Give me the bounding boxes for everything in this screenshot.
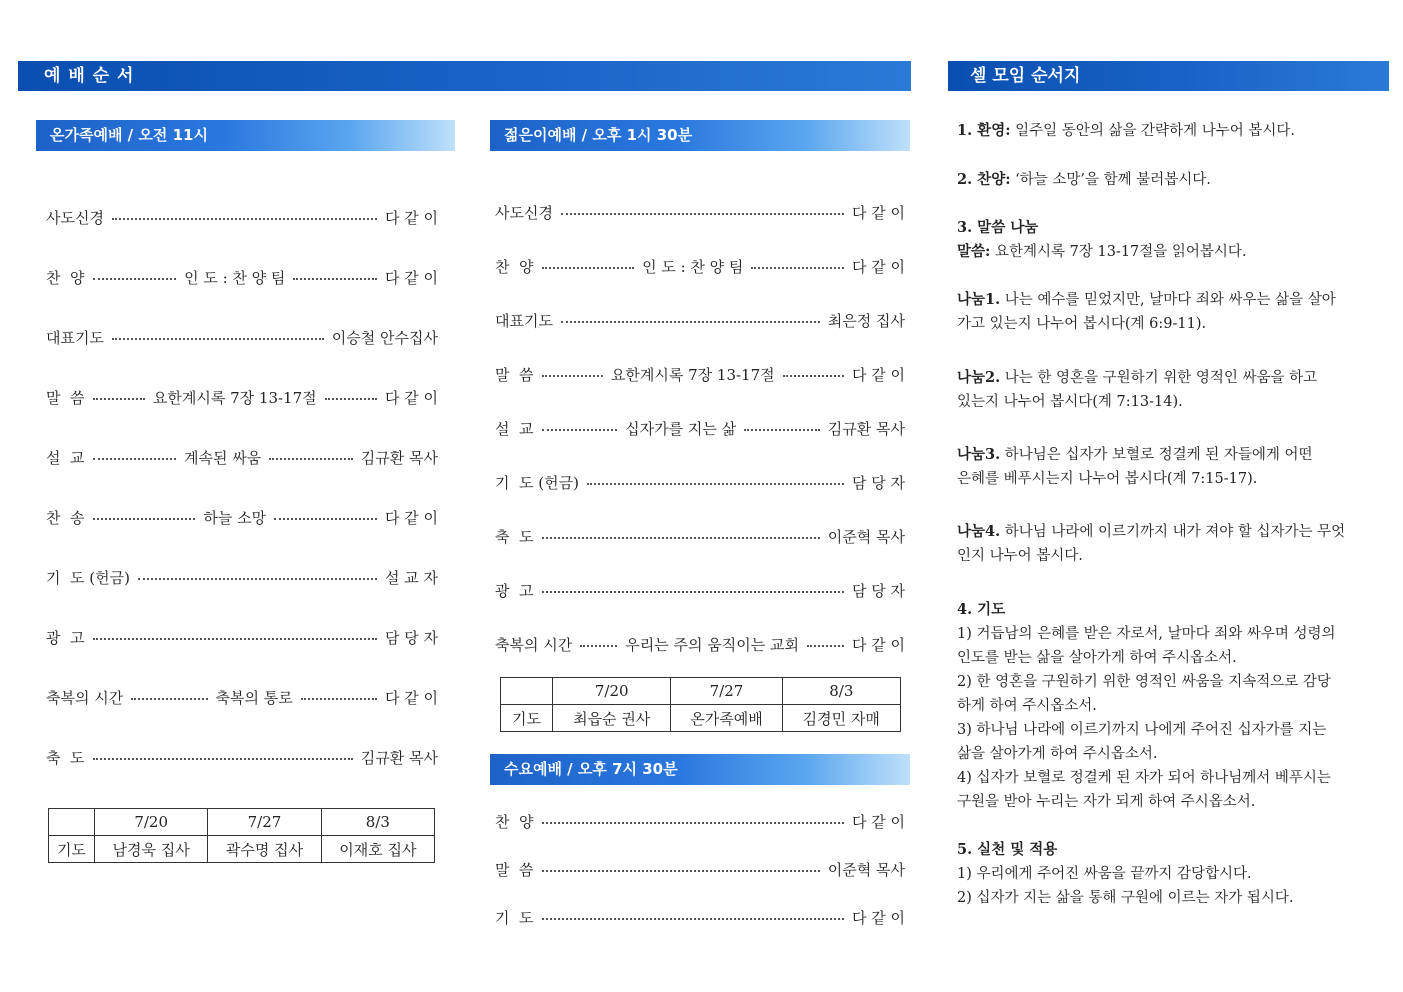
prayer-line: 하게 하여 주시옵소서. [957, 698, 1097, 714]
order-item [46, 206, 438, 228]
order-item-person: 담 당 자 [851, 581, 905, 600]
youth-service-header [490, 120, 910, 151]
word-heading: 말씀: [957, 243, 991, 260]
dot-leader [744, 429, 820, 431]
order-item-person: 김규환 목사 [360, 448, 438, 467]
cell-step-prayer [957, 598, 1336, 814]
order-item [46, 446, 438, 468]
table-date: 7/27 [208, 809, 321, 836]
order-item-detail: 하늘 소망 [203, 508, 267, 527]
dot-leader [293, 278, 377, 280]
table-date: 7/20 [95, 809, 208, 836]
order-item-detail: 계속된 싸움 [184, 448, 262, 467]
order-item-person: 다 같 이 [385, 688, 439, 707]
dot-leader [542, 822, 844, 824]
order-item [46, 386, 438, 408]
order-item-person: 담 당 자 [384, 628, 438, 647]
table-row-label: 기도 [501, 705, 553, 732]
order-item [46, 506, 438, 528]
order-item-person: 다 같 이 [851, 203, 905, 222]
wednesday-service-header [490, 754, 910, 785]
dot-leader [542, 870, 820, 872]
order-item [495, 579, 905, 601]
order-item [495, 363, 905, 385]
prayer-line: 1) 거듭남의 은혜를 받은 자로서, 날마다 죄와 싸우며 성령의 [957, 626, 1336, 642]
order-item [495, 201, 905, 223]
order-item-label: 축복의 시간 [495, 635, 573, 654]
order-item-person: 이준혁 목사 [827, 860, 905, 879]
order-item-label: 말 씀 [495, 365, 534, 384]
order-item [495, 906, 905, 928]
order-item-label: 설 교 [495, 419, 534, 438]
order-item [495, 417, 905, 439]
sharing-heading: 나눔4. [957, 523, 1001, 540]
dot-leader [112, 338, 324, 340]
table-date: 8/3 [782, 678, 900, 705]
dot-leader [542, 375, 603, 377]
step-heading: 3. 말씀 나눔 [957, 219, 1039, 236]
order-item-label: 광 고 [46, 628, 85, 647]
dot-leader [112, 218, 377, 220]
order-item-person: 다 같 이 [851, 365, 905, 384]
order-item-detail: 우리는 주의 움직이는 교회 [625, 635, 799, 654]
step-text: ‘하늘 소망’을 함께 불러봅시다. [1010, 172, 1211, 188]
order-item-detail: 십자가를 지는 삶 [625, 419, 737, 438]
order-item-person: 최은정 집사 [827, 311, 905, 330]
order-item-label: 축 도 [495, 527, 534, 546]
cell-sharing-3 [957, 443, 1313, 491]
table-name: 김경민 자매 [782, 705, 900, 732]
step-heading: 1. 환영: [957, 122, 1011, 139]
sharing-heading: 나눔2. [957, 369, 1001, 386]
table-date: 7/20 [553, 678, 671, 705]
dot-leader [325, 398, 377, 400]
order-item [495, 858, 905, 880]
order-item-person: 설 교 자 [384, 568, 438, 587]
practice-line: 1) 우리에게 주어진 싸움을 끝까지 감당합시다. [957, 866, 1252, 882]
prayer-line: 인도를 받는 삶을 살아가게 하여 주시옵소서. [957, 650, 1237, 666]
youth-prayer-table [500, 677, 901, 732]
order-item-label: 대표기도 [46, 328, 104, 347]
order-item-person: 이승철 안수집사 [331, 328, 438, 347]
dot-leader [542, 267, 635, 269]
dot-leader [93, 638, 377, 640]
sharing-text: 인지 나누어 봅시다. [957, 548, 1083, 564]
order-item-detail: 요한계시록 7장 13-17절 [610, 365, 775, 384]
dot-leader [93, 518, 196, 520]
sharing-text: 은혜를 베푸시는지 나누어 봅시다(계 7:15-17). [957, 471, 1258, 487]
worship-order-title: 예 배 순 서 [44, 66, 135, 86]
worship-order-header [18, 61, 911, 91]
dot-leader [561, 213, 844, 215]
prayer-line: 삶을 살아가게 하여 주시옵소서. [957, 746, 1158, 762]
word-text: 요한계시록 7장 13-17절을 읽어봅시다. [990, 244, 1247, 260]
step-heading: 2. 찬양: [957, 171, 1011, 188]
order-item-person: 다 같 이 [384, 388, 438, 407]
cell-meeting-header [948, 61, 1389, 91]
table-name: 온가족예배 [671, 705, 782, 732]
order-item-label: 기 도 [495, 908, 534, 927]
order-item [46, 266, 438, 288]
sharing-text: 하나님 나라에 이르기까지 내가 져야 할 십자가는 무엇 [1000, 524, 1346, 540]
table-name: 최읍순 권사 [553, 705, 671, 732]
order-item-label: 사도신경 [46, 208, 104, 227]
dot-leader [580, 645, 617, 647]
dot-leader [274, 518, 377, 520]
table-corner [501, 678, 553, 705]
prayer-line: 3) 하나님 나라에 이르기까지 나에게 주어진 십자가를 지는 [957, 722, 1327, 738]
cell-sharing-1 [957, 288, 1336, 336]
table-row-label: 기도 [49, 836, 95, 863]
order-item-label: 축복의 시간 [46, 688, 124, 707]
order-item-person: 다 같 이 [384, 508, 438, 527]
sharing-heading: 나눔1. [957, 291, 1001, 308]
dot-leader [93, 758, 353, 760]
sharing-text: 있는지 나누어 봅시다(계 7:13-14). [957, 394, 1183, 410]
dot-leader [807, 645, 844, 647]
sharing-text: 나는 한 영혼을 구원하기 위한 영적인 싸움을 하고 [1000, 370, 1318, 386]
order-item-person: 담 당 자 [851, 473, 905, 492]
dot-leader [93, 278, 177, 280]
order-item-detail: 축복의 통로 [215, 688, 293, 707]
order-item [46, 626, 438, 648]
order-item-label: 기 도 (헌금) [46, 568, 130, 587]
cell-step-practice [957, 838, 1294, 910]
sharing-text: 가고 있는지 나누어 봅시다(계 6:9-11). [957, 316, 1207, 332]
table-name: 이재호 집사 [321, 836, 434, 863]
dot-leader [561, 321, 820, 323]
youth-service-title: 젊은이예배 / 오후 1시 30분 [504, 126, 693, 144]
dot-leader [542, 591, 844, 593]
dot-leader [783, 375, 844, 377]
order-item [495, 633, 905, 655]
dot-leader [542, 537, 820, 539]
dot-leader [587, 483, 844, 485]
order-item [495, 525, 905, 547]
order-item-person: 다 같 이 [384, 268, 438, 287]
order-item-label: 찬 송 [46, 508, 85, 527]
cell-sharing-4 [957, 520, 1345, 568]
dot-leader [751, 267, 844, 269]
table-date: 7/27 [671, 678, 782, 705]
order-item-person: 김규환 목사 [827, 419, 905, 438]
order-item-label: 말 씀 [46, 388, 85, 407]
cell-step-word-sharing [957, 216, 1247, 264]
order-item [46, 686, 438, 708]
order-item-detail: 요한계시록 7장 13-17절 [152, 388, 317, 407]
table-name: 곽수명 집사 [208, 836, 321, 863]
order-item-label: 설 교 [46, 448, 85, 467]
order-item-person: 이준혁 목사 [827, 527, 905, 546]
dot-leader [269, 458, 353, 460]
dot-leader [301, 698, 377, 700]
dot-leader [542, 918, 844, 920]
sharing-text: 나는 예수를 믿었지만, 날마다 죄와 싸우는 삶을 살아 [1000, 292, 1336, 308]
order-item-label: 기 도 (헌금) [495, 473, 579, 492]
order-item-person: 다 같 이 [851, 257, 905, 276]
order-item-label: 광 고 [495, 581, 534, 600]
cell-sharing-2 [957, 366, 1317, 414]
dot-leader [93, 398, 145, 400]
order-item-person: 다 같 이 [384, 208, 438, 227]
order-item-label: 말 씀 [495, 860, 534, 879]
sunday-prayer-table [48, 808, 435, 863]
prayer-line: 4) 십자가 보혈로 정결케 된 자가 되어 하나님께서 베푸시는 [957, 770, 1331, 786]
order-item-person: 다 같 이 [851, 908, 905, 927]
cell-step-welcome [957, 119, 1295, 143]
table-name: 남경욱 집사 [95, 836, 208, 863]
sharing-heading: 나눔3. [957, 446, 1001, 463]
step-text: 일주일 동안의 삶을 간략하게 나누어 봅시다. [1010, 123, 1295, 139]
order-item [495, 309, 905, 331]
dot-leader [542, 429, 618, 431]
sunday-service-header [36, 120, 455, 151]
order-item-detail: 인 도 : 찬 양 팀 [642, 257, 744, 276]
wednesday-service-title: 수요예배 / 오후 7시 30분 [504, 760, 678, 778]
order-item-label: 찬 양 [495, 812, 534, 831]
prayer-line: 2) 한 영혼을 구원하기 위한 영적인 싸움을 지속적으로 감당 [957, 674, 1331, 690]
order-item-detail: 인 도 : 찬 양 팀 [184, 268, 286, 287]
order-item [46, 326, 438, 348]
dot-leader [93, 458, 177, 460]
table-date: 8/3 [321, 809, 434, 836]
order-item [495, 471, 905, 493]
cell-meeting-title: 셀 모임 순서지 [970, 66, 1081, 86]
order-item-label: 찬 양 [46, 268, 85, 287]
order-item-person: 다 같 이 [851, 812, 905, 831]
step-heading: 4. 기도 [957, 601, 1006, 618]
order-item-label: 찬 양 [495, 257, 534, 276]
table-corner [49, 809, 95, 836]
sunday-service-title: 온가족예배 / 오전 11시 [50, 126, 208, 144]
prayer-line: 구원을 받아 누리는 자가 되게 하여 주시옵소서. [957, 794, 1256, 810]
sharing-text: 하나님은 십자가 보혈로 정결케 된 자들에게 어떤 [1000, 447, 1313, 463]
cell-step-praise [957, 168, 1211, 192]
order-item-label: 대표기도 [495, 311, 553, 330]
order-item [46, 746, 438, 768]
practice-line: 2) 십자가 지는 삶을 통해 구원에 이르는 자가 됩시다. [957, 890, 1294, 906]
dot-leader [138, 578, 377, 580]
order-item [46, 566, 438, 588]
order-item-label: 사도신경 [495, 203, 553, 222]
dot-leader [131, 698, 207, 700]
order-item [495, 255, 905, 277]
order-item-person: 다 같 이 [851, 635, 905, 654]
step-heading: 5. 실천 및 적용 [957, 841, 1058, 858]
order-item-person: 김규환 목사 [360, 748, 438, 767]
order-item-label: 축 도 [46, 748, 85, 767]
order-item [495, 810, 905, 832]
